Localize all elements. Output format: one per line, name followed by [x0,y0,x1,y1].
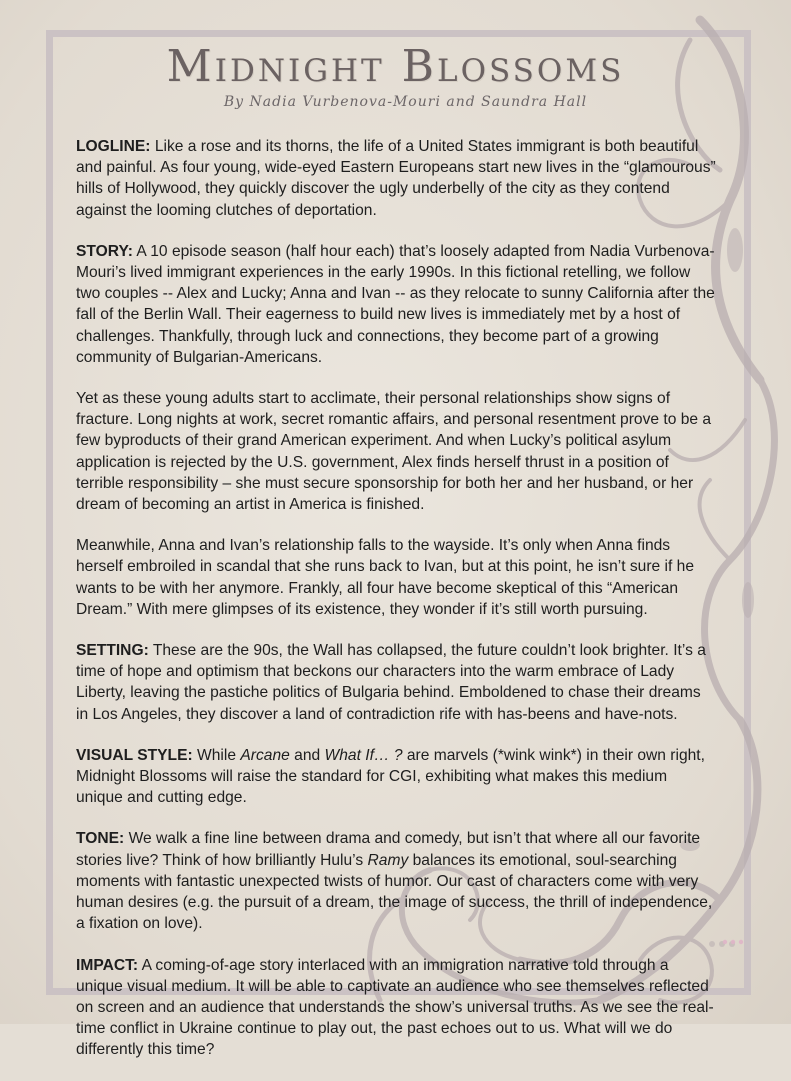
tone-title: Ramy [367,851,409,869]
story-text: A 10 episode season (half hour each) that’s loosely adapted from Nadia Vurbenova-Mouri’s lived immigrant experiences in the early 1990s. In this fictional retelling, we follow two couples -- Alex and Lucky; Anna and Ivan -- as they relocate to sunny California after the fall of the Berlin Wall. Their eagerness to build new lives is immediately met by a host of challenges. Thankfully, through luck and connections, they become part of a growing community of Bulgarian-Americans. [76,242,715,366]
impact-label: IMPACT: [76,956,139,974]
impact-text: A coming-of-age story interlaced with an immigration narrative told through a unique visual medium. It will be able to captivate an audience who see themselves reflected on screen and an audience that understands the show’s universal truths. As we see the real-time conflict in Ukraine continue to play out, the past echoes out to us. What will we do differently this time? [76,956,714,1059]
visual-style-title-2: What If… ? [324,746,403,764]
story-paragraph-3: Meanwhile, Anna and Ivan’s relationship falls to the wayside. It’s only when Anna finds herself embroiled in scandal that she runs back to Ivan, but at this point, he isn’t sure if he wants to be with her anymore. Frankly, all four have become skeptical of this “American Dream.” With mere glimpses of its existence, they wonder if it’s still worth pursuing. [76,537,695,618]
visual-style-paragraph [76,745,716,809]
tone-text-1: We walk a fine line between drama and comedy, but isn’t that where all our favorite stories live? Think of how brilliantly Hulu’s [76,830,701,869]
visual-style-label: VISUAL STYLE: [76,746,193,764]
impact-paragraph [76,955,716,1061]
story-label: STORY: [76,242,133,260]
page-title: Midnight Blossoms [166,41,625,92]
visual-style-title-1: Arcane [240,746,290,764]
visual-style-text-3: are marvels (*wink wink*) in their own right, Midnight Blossoms will raise the standard for CGI, exhibiting what makes this medium unique and cutting edge. [76,746,705,807]
tone-text-2: balances its emotional, soul-searching moments with fantastic unexpected twists of humor. Our cast of characters come with very human desires (e.g. the pursuit of a dream, the image of success, the thrill of independence, a fixation on love). [76,851,713,933]
setting-text: These are the 90s, the Wall has collapsed, the future couldn’t look brighter. It’s a time of hope and optimism that beckons our characters into the warm embrace of Lady Liberty, leaving the pastiche politics of Bulgaria behind. Emboldened to chase their dreams in Los Angeles, they discover a land of contradiction rife with has-beens and have-nots. [76,642,706,723]
logline-paragraph [76,136,716,221]
byline: By Nadia Vurbenova-Mouri and Saundra Hall [223,94,588,110]
setting-paragraph [76,640,716,725]
story-paragraph [76,241,716,368]
visual-style-text-1: While [197,746,237,764]
tone-paragraph [76,828,716,934]
story-paragraph-2: Yet as these young adults start to acclimate, their personal relationships show signs of fracture. Long nights at work, secret romantic affairs, and personal resentment prove to be a few byproducts of their grand American experiment. And when Lucky’s political asylum application is rejected by the U.S. government, Alex finds herself thrust in a position of terrible responsibility – she must secure sponsorship for both her and her husband, or her dream of becoming an artist in America is finished. [76,390,712,514]
setting-label: SETTING: [76,642,149,660]
visual-style-text-2: and [294,746,321,764]
tone-label: TONE: [76,830,125,848]
header [0,42,791,110]
logline-label: LOGLINE: [76,138,151,155]
logline-text: Like a rose and its thorns, the life of a United States immigrant is both beautiful and painful. As four young, wide-eyed Eastern Europeans start new lives in the “glamourous” hills of Hollywood, they quickly discover the ugly underbelly of the city as they contend against the looming clutches of deportation. [76,138,716,219]
pitch-content [76,136,716,1081]
